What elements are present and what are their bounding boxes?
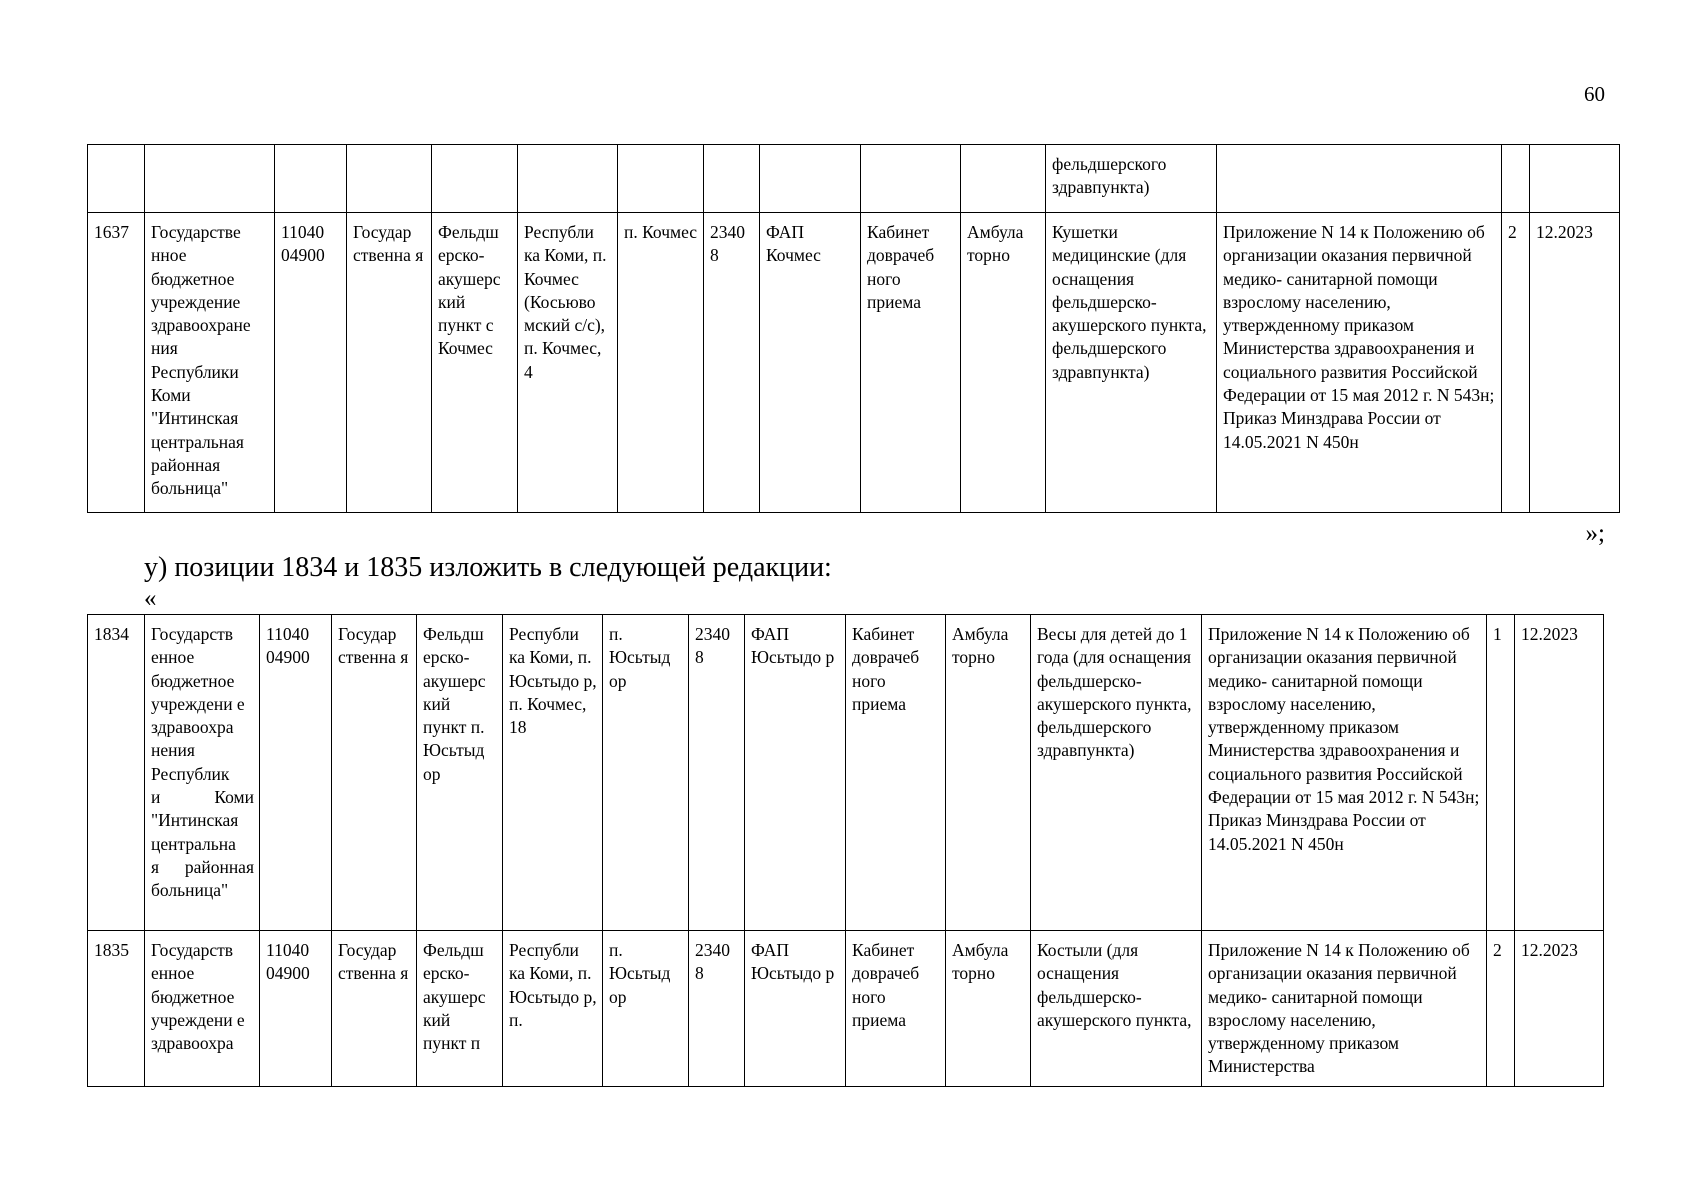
cell-unit: ФАП Юсьтыдо р [745, 615, 846, 931]
cell-ownership: Государ ственна я [332, 931, 417, 1087]
cell-unit [760, 145, 861, 213]
registry-table-bottom [87, 614, 1604, 1087]
cell-quantity: 1 [1487, 615, 1515, 931]
cell-room: Кабинет доврачеб ного приема [846, 615, 946, 931]
table-row-1834 [88, 615, 1604, 931]
cell-number: 1834 [88, 615, 145, 931]
cell-facility: Фельдш ерско- акушерс кий пункт п [417, 931, 503, 1087]
cell-regulation: Приложение N 14 к Положению об организации оказания первичной медико- санитарной помощи взрослому населению, утвержденному приказом Министерства здравоохранения и социального развития Российской Федерации от 15 мая 2012 г. N 543н; Приказ Минздрава России от 14.05.2021 N 450н [1202, 615, 1487, 931]
table-row-1637 [88, 213, 1620, 513]
cell-quantity: 2 [1502, 213, 1530, 513]
cell-unit: ФАП Юсьтыдо р [745, 931, 846, 1087]
cell-settlement: п. Юсьтыд ор [603, 615, 689, 931]
cell-code: 11040 04900 [260, 931, 332, 1087]
cell-address: Республи ка Коми, п. Кочмес (Косьюво мский с/с), п. Кочмес, 4 [518, 213, 618, 513]
cell-room: Кабинет доврачеб ного приема [846, 931, 946, 1087]
organization-text-part: "Интинская центральна [151, 810, 239, 854]
cell-address: Республи ка Коми, п. Юсьтыдо р, п. Кочмес, 18 [503, 615, 603, 931]
organization-text-part: больница" [151, 880, 229, 901]
organization-text-part: Государств енное бюджетное учреждени е здравоохра нения Республик [151, 624, 245, 784]
table-row-continuation [88, 145, 1620, 213]
cell-address: Республи ка Коми, п. Юсьтыдо р, п. [503, 931, 603, 1087]
cell-care-type: Амбула торно [946, 931, 1031, 1087]
cell-organization: Государстве нное бюджетное учреждение здравоохране ния Республики Коми "Интинская центральная районная больница" [145, 213, 275, 513]
cell-organization [145, 145, 275, 213]
cell-room: Кабинет доврачеб ного приема [861, 213, 961, 513]
cell-facility: Фельдш ерско- акушерс кий пункт п. Юсьтыд ор [417, 615, 503, 931]
cell-ownership: Государ ственна я [332, 615, 417, 931]
cell-facility: Фельдш ерско- акушерс кий пункт с Кочмес [432, 213, 518, 513]
cell-equipment: Костыли (для оснащения фельдшерско- акушерского пункта, [1031, 931, 1202, 1087]
cell-care-type: Амбула торно [961, 213, 1046, 513]
opening-quote-mark: « [144, 585, 157, 612]
cell-equipment: Весы для детей до 1 года (для оснащения фельдшерско- акушерского пункта, фельдшерского здравпункта) [1031, 615, 1202, 931]
cell-organization: Государств енное бюджетное учреждени е здравоохра [145, 931, 260, 1087]
cell-ownership [347, 145, 432, 213]
cell-ownership: Государ ственна я [347, 213, 432, 513]
cell-index: 2340 8 [689, 931, 745, 1087]
cell-number: 1637 [88, 213, 145, 513]
organization-text-justified: я районная [151, 856, 254, 877]
registry-table-top [87, 144, 1620, 513]
organization-text-justified: и Коми [151, 787, 254, 808]
cell-code [275, 145, 347, 213]
cell-date: 12.2023 [1515, 931, 1604, 1087]
cell-index: 2340 8 [704, 213, 760, 513]
table-row-1835 [88, 931, 1604, 1087]
cell-quantity [1502, 145, 1530, 213]
cell-regulation [1217, 145, 1502, 213]
cell-date [1530, 145, 1620, 213]
cell-facility [432, 145, 518, 213]
cell-code: 11040 04900 [260, 615, 332, 931]
cell-index [704, 145, 760, 213]
cell-organization [145, 615, 260, 931]
cell-regulation: Приложение N 14 к Положению об организации оказания первичной медико- санитарной помощи взрослому населению, утвержденному приказом Министерства здравоохранения и социального развития Российской Федерации от 15 мая 2012 г. N 543н; Приказ Минздрава России от 14.05.2021 N 450н [1217, 213, 1502, 513]
cell-address [518, 145, 618, 213]
cell-settlement: п. Юсьтыд ор [603, 931, 689, 1087]
cell-date: 12.2023 [1515, 615, 1604, 931]
cell-settlement [618, 145, 704, 213]
cell-equipment: Кушетки медицинские (для оснащения фельдшерско- акушерского пункта, фельдшерского здравпункта) [1046, 213, 1217, 513]
cell-equipment: фельдшерского здравпункта) [1046, 145, 1217, 213]
cell-date: 12.2023 [1530, 213, 1620, 513]
cell-number: 1835 [88, 931, 145, 1087]
cell-number [88, 145, 145, 213]
closing-quote-mark: »; [1585, 520, 1605, 547]
cell-care-type: Амбула торно [946, 615, 1031, 931]
cell-regulation: Приложение N 14 к Положению об организации оказания первичной медико- санитарной помощи взрослому населению, утвержденному приказом Министерства [1202, 931, 1487, 1087]
cell-unit: ФАП Кочмес [760, 213, 861, 513]
page-number: 60 [1584, 82, 1605, 106]
cell-quantity: 2 [1487, 931, 1515, 1087]
cell-index: 2340 8 [689, 615, 745, 931]
amendment-instruction: у) позиции 1834 и 1835 изложить в следующей редакции: [144, 552, 832, 583]
cell-settlement: п. Кочмес [618, 213, 704, 513]
cell-care-type [961, 145, 1046, 213]
cell-code: 11040 04900 [275, 213, 347, 513]
cell-room [861, 145, 961, 213]
